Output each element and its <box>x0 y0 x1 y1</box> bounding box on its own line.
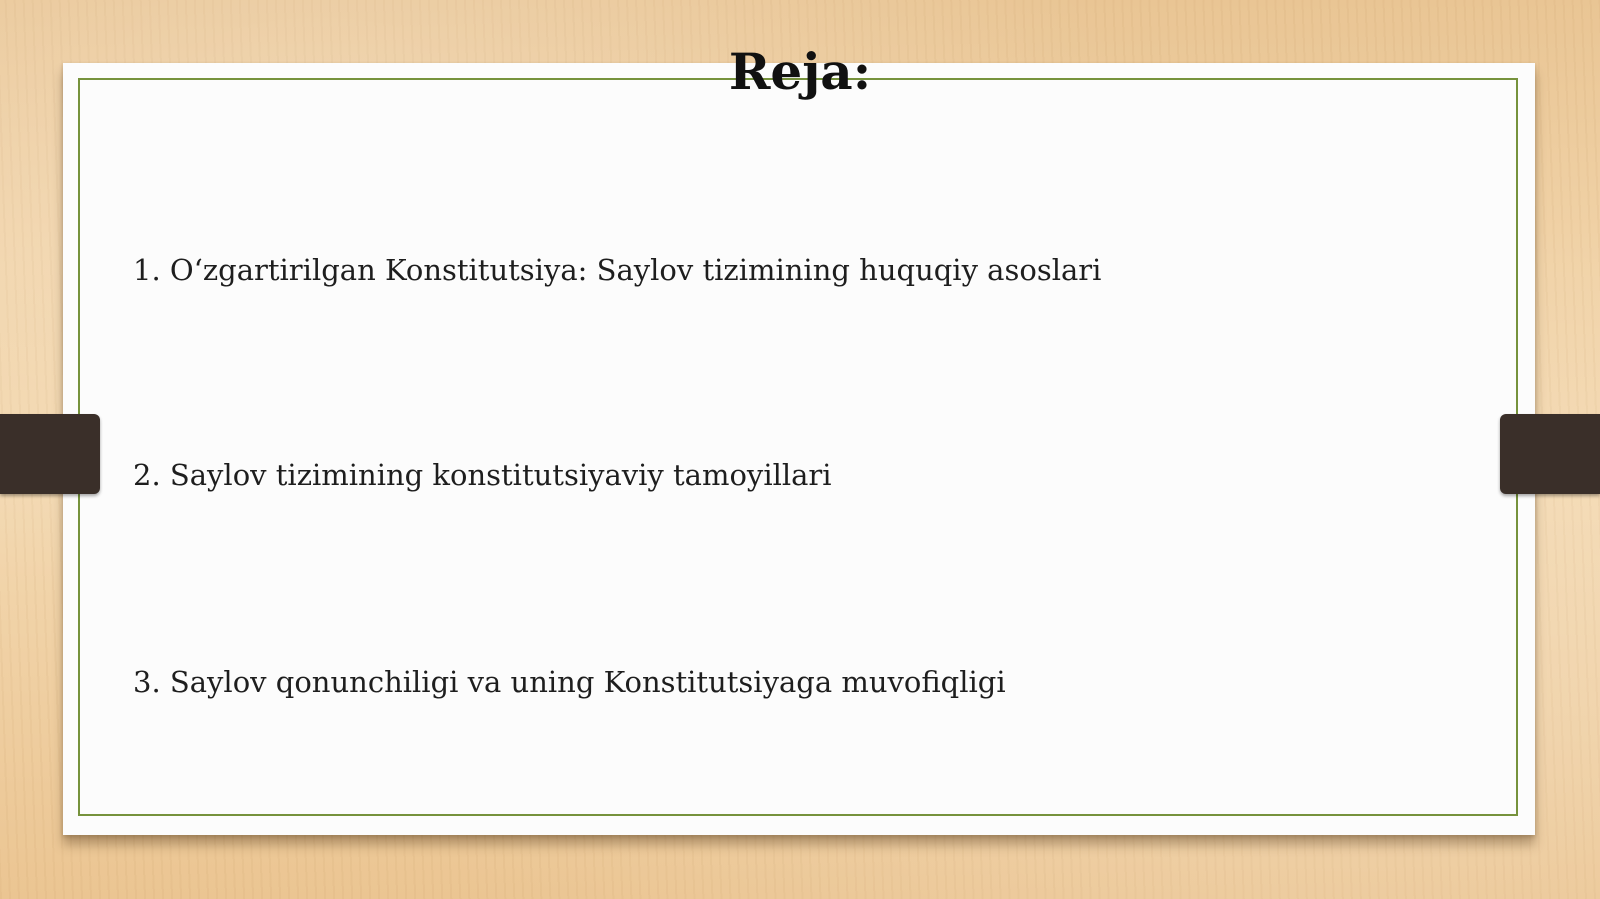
plan-item-text: Saylov tizimining konstitutsiyaviy tamoyillari <box>169 458 832 492</box>
left-binder-clip <box>0 414 100 494</box>
plan-item <box>133 662 1006 702</box>
plan-item-text: Saylov qonunchiligi va uning Konstitutsiyaga muvofiqligi <box>169 665 1006 699</box>
plan-item-number: 1. <box>133 253 161 287</box>
slide-card-frame <box>78 78 1518 816</box>
plan-item <box>133 455 832 495</box>
plan-item-number: 3. <box>133 665 161 699</box>
slide-title: Reja: <box>728 42 872 101</box>
right-binder-clip <box>1500 414 1600 494</box>
plan-item-text: O‘zgartirilgan Konstitutsiya: Saylov tizimining huquqiy asoslari <box>169 253 1102 287</box>
plan-item <box>133 250 1101 290</box>
plan-item-number: 2. <box>133 458 161 492</box>
